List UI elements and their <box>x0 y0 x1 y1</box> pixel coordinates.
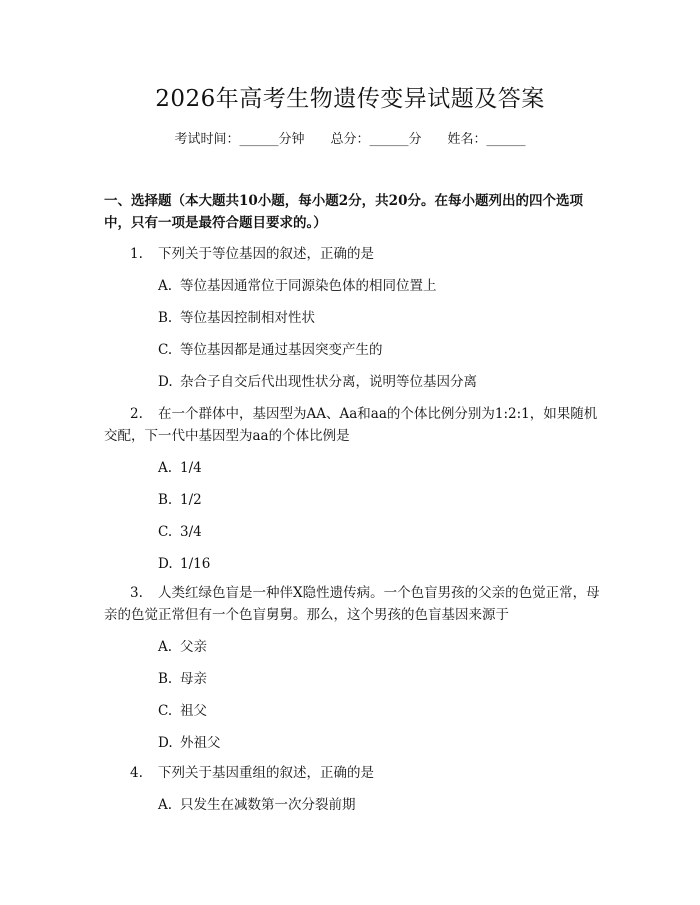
option-text: 等位基因都是通过基因突变产生的 <box>180 342 383 358</box>
question-number: 2. <box>130 406 143 422</box>
option-item <box>158 339 598 361</box>
question-number: 4. <box>130 765 143 781</box>
option-text: 1/4 <box>180 460 202 476</box>
option-label: A. <box>158 639 173 655</box>
option-text: 只发生在减数第一次分裂前期 <box>180 797 356 813</box>
option-text: 父亲 <box>180 639 207 655</box>
option-item <box>158 794 598 816</box>
option-item <box>158 521 598 543</box>
option-text: 母亲 <box>180 671 207 687</box>
option-text: 1/2 <box>180 492 202 508</box>
option-label: C. <box>158 703 173 719</box>
question-stem <box>104 403 600 447</box>
option-label: A. <box>158 797 173 813</box>
exam-time-field: 考试时间：______分钟 <box>174 132 305 147</box>
option-label: B. <box>158 492 173 508</box>
option-item <box>158 553 598 575</box>
option-text: 杂合子自交后代出现性状分离，说明等位基因分离 <box>180 374 477 390</box>
option-label: D. <box>158 556 173 572</box>
option-item <box>158 489 598 511</box>
total-score-field: 总分：______分 <box>330 132 422 147</box>
option-text: 祖父 <box>180 703 207 719</box>
question-stem <box>104 243 600 265</box>
question-text: 人类红绿色盲是一种伴X隐性遗传病。一个色盲男孩的父亲的色觉正常，母亲的色觉正常但有一个色盲舅舅。那么，这个男孩的色盲基因来源于 <box>104 585 600 623</box>
option-item <box>158 371 598 393</box>
option-item <box>158 275 598 297</box>
option-item <box>158 668 598 690</box>
section-heading-multiple-choice: 一、选择题（本大题共10小题，每小题2分，共20分。在每小题列出的四个选项中，只有一项是最符合题目要求的。） <box>104 193 583 231</box>
option-text: 等位基因控制相对性状 <box>180 310 315 326</box>
question-stem <box>104 762 600 784</box>
option-label: C. <box>158 524 173 540</box>
name-field: 姓名：______ <box>447 132 526 147</box>
option-label: A. <box>158 460 173 476</box>
option-item <box>158 636 598 658</box>
option-text: 等位基因通常位于同源染色体的相同位置上 <box>180 278 437 294</box>
option-text: 外祖父 <box>180 735 221 751</box>
question-text: 下列关于等位基因的叙述，正确的是 <box>158 246 374 262</box>
option-label: A. <box>158 278 173 294</box>
question-number: 1. <box>130 246 143 262</box>
question-text: 下列关于基因重组的叙述，正确的是 <box>158 765 374 781</box>
exam-meta-line <box>0 131 700 149</box>
option-text: 1/16 <box>180 556 211 572</box>
document-title: 2026年高考生物遗传变异试题及答案 <box>155 86 545 112</box>
option-text: 3/4 <box>180 524 202 540</box>
question-stem <box>104 582 600 626</box>
option-label: B. <box>158 671 173 687</box>
option-item <box>158 700 598 722</box>
option-label: C. <box>158 342 173 358</box>
option-label: B. <box>158 310 173 326</box>
option-item <box>158 457 598 479</box>
option-label: D. <box>158 374 173 390</box>
question-number: 3. <box>130 585 143 601</box>
question-text: 在一个群体中，基因型为AA、Aa和aa的个体比例分别为1:2:1，如果随机交配，下一代中基因型为aa的个体比例是 <box>104 406 598 444</box>
option-item <box>158 732 598 754</box>
option-item <box>158 307 598 329</box>
option-label: D. <box>158 735 173 751</box>
